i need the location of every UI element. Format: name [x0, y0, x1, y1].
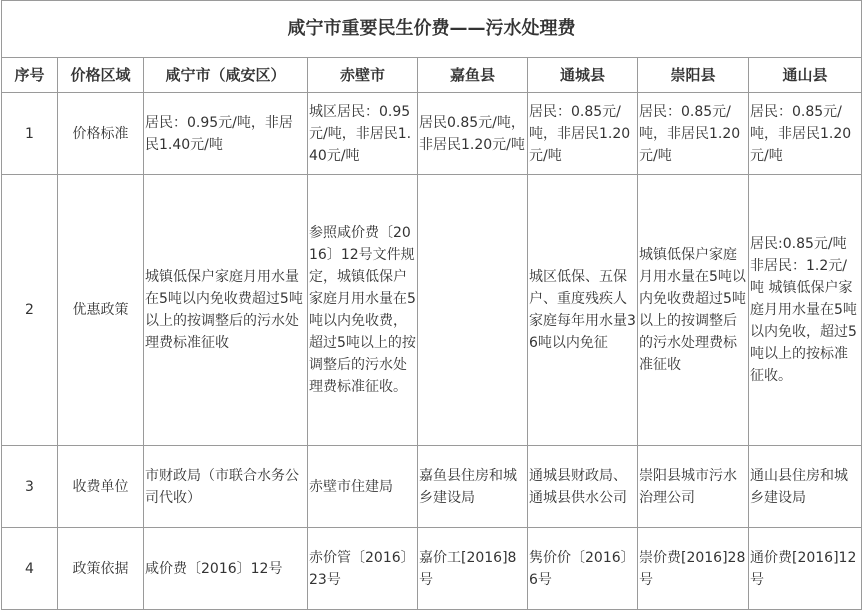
- sewage-fee-table: [1, 0, 862, 610]
- table-cell: 赤壁市住建局: [308, 446, 418, 528]
- table-cell: 赤价管〔2016〕23号: [308, 528, 418, 610]
- table-cell: 居民0.85元/吨，非居民1.20元/吨: [418, 93, 528, 175]
- table-cell: 城区居民：0.95元/吨，非居民1.40元/吨: [308, 93, 418, 175]
- header-cell: 价格区域: [58, 58, 144, 93]
- table-cell: 隽价价〔2016〕6号: [528, 528, 638, 610]
- row-label: 收费单位: [58, 446, 144, 528]
- header-cell: 赤壁市: [308, 58, 418, 93]
- table-cell: 城镇低保户家庭月用水量在5吨以内免收费超过5吨以上的按调整后的污水处理费标准征收: [144, 175, 308, 446]
- table-cell: 崇阳县城市污水治理公司: [638, 446, 749, 528]
- row-number: 3: [2, 446, 58, 528]
- table-cell: 咸价费〔2016〕12号: [144, 528, 308, 610]
- row-number: 2: [2, 175, 58, 446]
- header-cell: 序号: [2, 58, 58, 93]
- table-cell: 居民：0.85元/吨，非居民1.20元/吨: [528, 93, 638, 175]
- table-cell: [418, 175, 528, 446]
- row-label: 价格标准: [58, 93, 144, 175]
- table-cell: 居民：0.95元/吨，非居民1.40元/吨: [144, 93, 308, 175]
- table-cell: 市财政局（市联合水务公司代收）: [144, 446, 308, 528]
- table-row: [2, 528, 862, 610]
- table-cell: 嘉价工[2016]8号: [418, 528, 528, 610]
- table-row: [2, 446, 862, 528]
- row-label: 优惠政策: [58, 175, 144, 446]
- header-cell: 通城县: [528, 58, 638, 93]
- table-cell: 居民：0.85元/吨，非居民1.20元/吨: [749, 93, 862, 175]
- header-cell: 嘉鱼县: [418, 58, 528, 93]
- header-row: [2, 58, 862, 93]
- row-label: 政策依据: [58, 528, 144, 610]
- table-cell: 通价费[2016]12号: [749, 528, 862, 610]
- row-number: 1: [2, 93, 58, 175]
- table-cell: 通城县财政局、通城县供水公司: [528, 446, 638, 528]
- table-row: [2, 175, 862, 446]
- header-cell: 咸宁市（咸安区）: [144, 58, 308, 93]
- header-cell: 通山县: [749, 58, 862, 93]
- table-cell: 嘉鱼县住房和城乡建设局: [418, 446, 528, 528]
- row-number: 4: [2, 528, 58, 610]
- table-cell: 崇价费[2016]28号: [638, 528, 749, 610]
- table-cell: 城镇低保户家庭月用水量在5吨以内免收费超过5吨以上的按调整后的污水处理费标准征收: [638, 175, 749, 446]
- header-cell: 崇阳县: [638, 58, 749, 93]
- table-cell: 参照咸价费〔2016〕12号文件规定，城镇低保户家庭月用水量在5吨以内免收费，超过5吨以上的按调整后的污水处理费标准征收。: [308, 175, 418, 446]
- table-title: 咸宁市重要民生价费——污水处理费: [2, 1, 862, 58]
- table-cell: 通山县住房和城乡建设局: [749, 446, 862, 528]
- table-cell: 居民：0.85元/吨，非居民1.20元/吨: [638, 93, 749, 175]
- table-cell: 城区低保、五保户、重度残疾人家庭每年用水量36吨以内免征: [528, 175, 638, 446]
- table-cell: 居民:0.85元/吨 非居民：1.2元/吨 城镇低保户家庭月用水量在5吨以内免收，超过5吨以上的按标准征收。: [749, 175, 862, 446]
- table-row: [2, 93, 862, 175]
